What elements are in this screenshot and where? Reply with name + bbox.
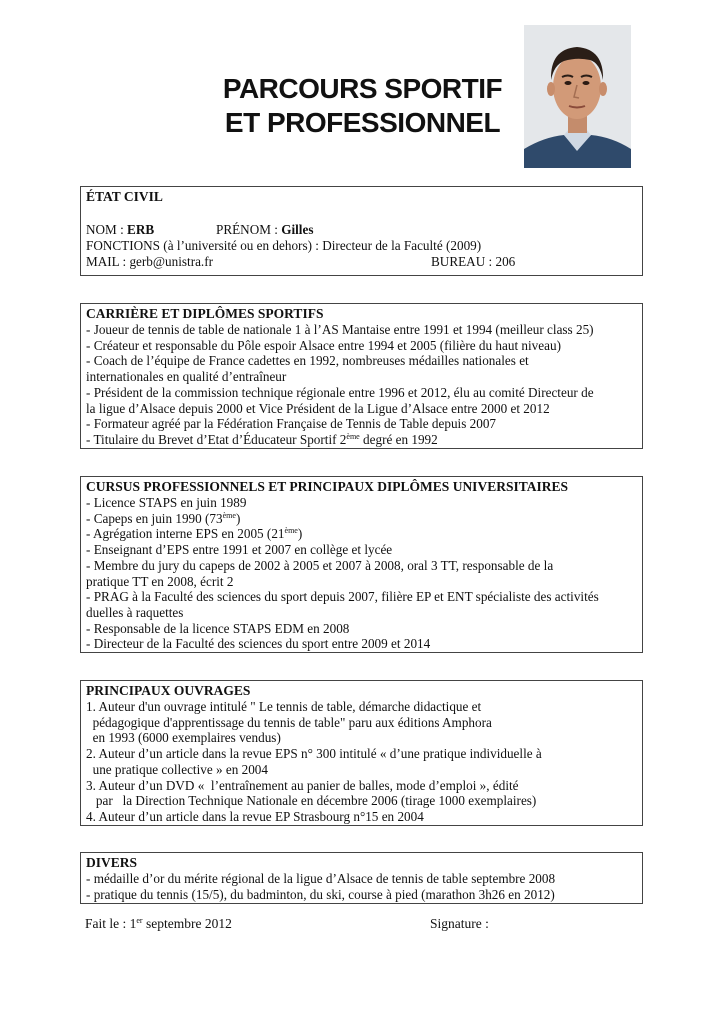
list-item: duelles à raquettes [86, 604, 184, 620]
date-text: septembre 2012 [142, 916, 232, 931]
nom-label: NOM : [86, 222, 128, 237]
list-item: - médaille d’or du mérite régional de la ligue d’Alsace de tennis de table septembre 2008 [86, 871, 556, 886]
list-item: en 1993 (6000 exemplaires vendus) [86, 730, 281, 746]
list-item: - Licence STAPS en juin 1989 [86, 495, 247, 510]
list-item: - Enseignant d’EPS entre 1991 et 2007 en collège et lycée [86, 542, 393, 558]
list-item [86, 526, 642, 542]
list-item: - Directeur de la Faculté des sciences du sport entre 2009 et 2014 [86, 636, 431, 652]
prenom-group [216, 222, 313, 238]
list-item [86, 432, 642, 448]
list-item: la ligue d’Alsace depuis 2000 et Vice Président de la Ligue d’Alsace entre 2000 et 2012 [86, 400, 550, 416]
list-item-text: ) [297, 526, 303, 542]
list-item: - Président de la commission technique régionale entre 1996 et 2012, élu au comité Directeur de [86, 384, 594, 400]
list-item: une pratique collective » en 2004 [86, 761, 268, 777]
list-item: 2. Auteur d’un article dans la revue EPS n° 300 intitulé « d’une pratique individuelle à [86, 746, 542, 762]
mail-line: MAIL : gerb@unistra.fr [86, 253, 214, 269]
date-line [85, 916, 232, 932]
superscript: er [136, 916, 143, 925]
list-item: 1. Auteur d'un ouvrage intitulé " Le tennis de table, démarche didactique et [86, 699, 482, 714]
list-item: - Joueur de tennis de table de nationale 1 à l’AS Mantaise entre 1991 et 1994 (meilleur class 25) [86, 322, 594, 337]
superscript: ème [346, 431, 360, 441]
bureau-value: BUREAU : 206 [431, 253, 516, 269]
list-item-text: - Agrégation interne EPS en 2005 (21 [86, 526, 285, 542]
list-item: 3. Auteur d’un DVD « l’entraînement au panier de balles, mode d’emploi », édité [86, 777, 519, 793]
ouvrages-section [80, 680, 643, 826]
portrait-icon [524, 25, 631, 168]
list-item: - Membre du jury du capeps de 2002 à 2005 et 2007 à 2008, oral 3 TT, responsable de la [86, 557, 554, 573]
carriere-section [80, 303, 643, 449]
list-item: - Formateur agréé par la Fédération Française de Tennis de Table depuis 2007 [86, 416, 497, 432]
nom-value: ERB [127, 222, 155, 237]
list-item-text: ) [235, 510, 241, 526]
superscript: ème [284, 526, 298, 536]
divers-section [80, 852, 643, 904]
list-item: - Coach de l’équipe de France cadettes en 1992, nombreuses médailles nationales et [86, 353, 529, 369]
title-line-2: ET PROFESSIONNEL [224, 107, 501, 138]
list-item: - PRAG à la Faculté des sciences du sport depuis 2007, filière EP et ENT spécialiste des activités [86, 589, 599, 605]
list-item: pratique TT en 2008, écrit 2 [86, 573, 234, 589]
portrait-photo [524, 25, 631, 168]
carriere-heading: CARRIÈRE ET DIPLÔMES SPORTIFS [86, 306, 324, 321]
date-text: Fait le : 1 [85, 916, 137, 931]
superscript: ème [222, 510, 236, 520]
fonctions-line: FONCTIONS (à l’université ou en dehors) : Directeur de la Faculté (2009) [86, 238, 482, 253]
ouvrages-heading: PRINCIPAUX OUVRAGES [86, 683, 251, 698]
name-row [86, 222, 642, 238]
list-item-text: - Titulaire du Brevet d’Etat d’Éducateur Sportif 2 [86, 431, 347, 447]
list-item: 4. Auteur d’un article dans la revue EP Strasbourg n°15 en 2004 [86, 808, 424, 824]
mail-row [86, 254, 642, 270]
etat-civil-heading: ÉTAT CIVIL [86, 189, 163, 204]
list-item: par la Direction Technique Nationale en décembre 2006 (tirage 1000 exemplaires) [86, 793, 537, 809]
list-item-text: degré en 1992 [359, 431, 438, 447]
list-item-text: - Capeps en juin 1990 (73 [86, 510, 223, 526]
list-item: internationales en qualité d’entraîneur [86, 369, 287, 385]
cursus-section [80, 476, 643, 653]
page-title [180, 72, 545, 140]
divers-heading: DIVERS [86, 855, 138, 870]
etat-civil-section [80, 186, 643, 276]
list-item: - pratique du tennis (15/5), du badminton, du ski, course à pied (marathon 3h26 en 2012) [86, 886, 555, 902]
cursus-heading: CURSUS PROFESSIONNELS ET PRINCIPAUX DIPLÔMES UNIVERSITAIRES [86, 479, 568, 494]
prenom-label: PRÉNOM : [216, 222, 282, 237]
list-item: - Créateur et responsable du Pôle espoir Alsace entre 1994 et 2005 (filière du haut niveau) [86, 337, 561, 353]
title-line-1: PARCOURS SPORTIF [222, 73, 503, 104]
list-item [86, 511, 642, 527]
signature-label: Signature : [430, 916, 489, 931]
prenom-value: Gilles [281, 222, 314, 237]
list-item: - Responsable de la licence STAPS EDM en 2008 [86, 620, 350, 636]
list-item: pédagogique d'apprentissage du tennis de table" paru aux éditions Amphora [86, 714, 492, 730]
